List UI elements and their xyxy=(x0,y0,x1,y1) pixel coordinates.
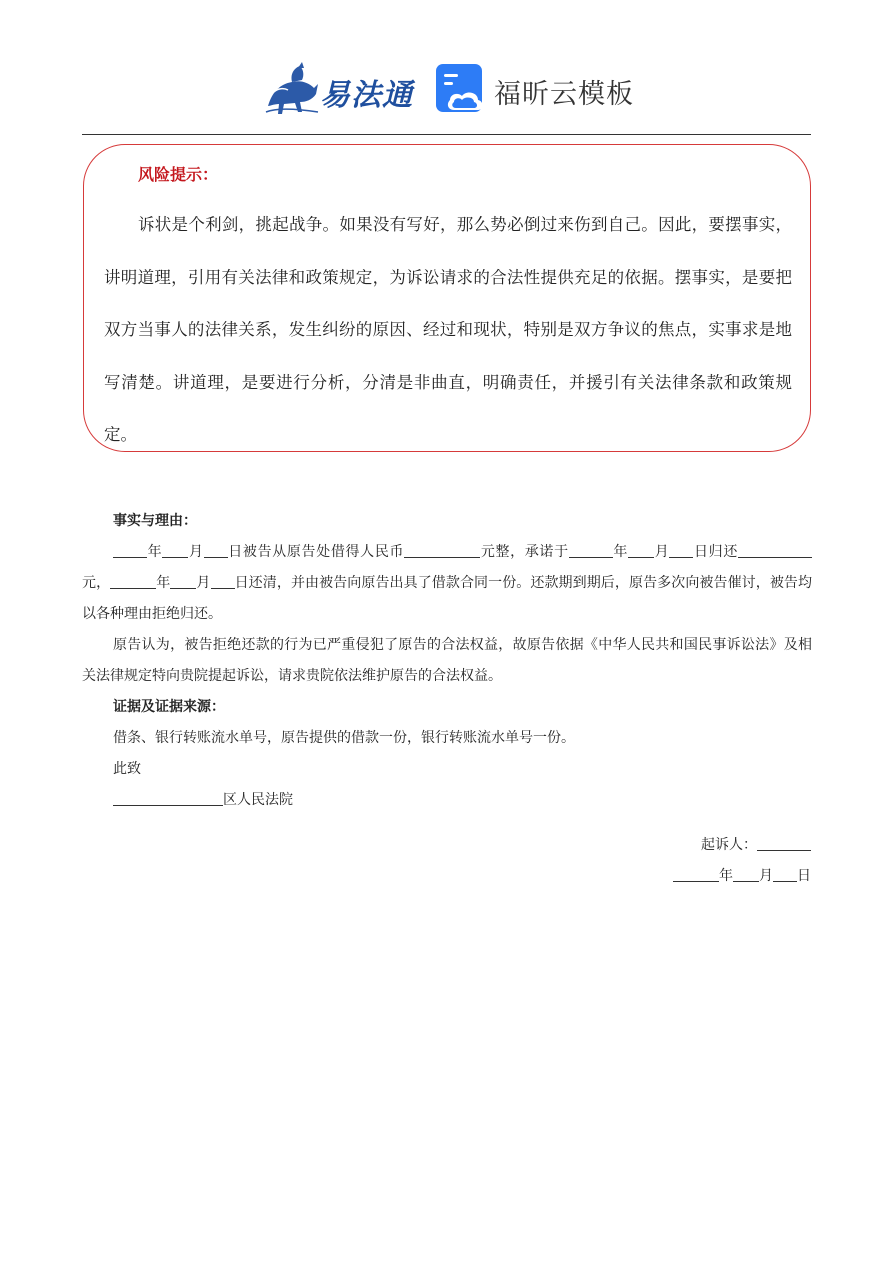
risk-notice-text: 诉状是个利剑，挑起战争。如果没有写好，那么势必倒过来伤到自己。因此，要摆事实，讲明道理，引用有关法律和政策规定，为诉讼请求的合法性提供充足的依据。摆事实，是要把双方当事人的法律关系，发生纠纷的原因、经过和现状，特别是双方争议的焦点，实事求是地写清楚。讲道理，是要进行分析，分清是非曲直，明确责任，并援引有关法律条款和政策规定。 xyxy=(104,215,792,444)
evidence-heading: 证据及证据来源： xyxy=(113,699,225,715)
blank-repay-amount-a[interactable] xyxy=(738,541,764,558)
evidence-text: 借条、银行转账流水单号，原告提供的借款一份，银行转账流水单号一份。 xyxy=(113,730,575,746)
blank-repay-year[interactable] xyxy=(569,541,613,558)
blank-clear-day[interactable] xyxy=(211,572,235,589)
blank-day[interactable] xyxy=(204,541,228,558)
court-line xyxy=(82,785,812,816)
blank-year[interactable] xyxy=(113,541,147,558)
blank-month[interactable] xyxy=(162,541,188,558)
blank-clear-month[interactable] xyxy=(170,572,196,589)
facts-section xyxy=(82,506,812,816)
risk-notice-box xyxy=(83,144,811,452)
blank-sign-day[interactable] xyxy=(773,865,797,882)
closing-text: 此致 xyxy=(113,761,141,777)
blank-court[interactable] xyxy=(113,789,223,806)
plaintiff-line xyxy=(701,830,811,861)
facts-heading: 事实与理由： xyxy=(113,513,197,529)
text-borrowed: 日被告从原告处借得人民币 xyxy=(227,544,405,560)
blank-repay-amount-b[interactable] xyxy=(764,541,812,558)
sign-day-label: 日 xyxy=(797,868,811,884)
facts-paragraph-2: 原告认为，被告拒绝还款的行为已严重侵犯了原告的合法权益，故原告依据《中华人民共和国民事诉讼法》及相关法律规定特向贵院提起诉讼，请求贵院依法维护原告的合法权益。 xyxy=(82,637,812,684)
blank-amount[interactable] xyxy=(404,541,480,558)
text-repay-month: 月 xyxy=(654,544,670,560)
page-header xyxy=(0,58,893,122)
text-clear-month: 月 xyxy=(196,575,211,591)
plaintiff-label: 起诉人： xyxy=(701,837,757,853)
sign-month-label: 月 xyxy=(759,868,773,884)
text-month: 月 xyxy=(188,544,204,560)
risk-notice-title: 风险提示： xyxy=(138,165,219,184)
text-yuan: 元， xyxy=(82,575,111,591)
text-year: 年 xyxy=(147,544,163,560)
blank-clear-year[interactable] xyxy=(110,572,156,589)
date-line xyxy=(673,861,811,892)
text-repay: 日归还 xyxy=(693,544,738,560)
brand-yifatong: 易法通 xyxy=(320,78,413,113)
header-divider xyxy=(82,134,811,135)
cloud-template-logo-icon xyxy=(436,64,486,116)
blank-plaintiff[interactable] xyxy=(757,834,811,851)
court-suffix: 区人民法院 xyxy=(223,792,293,808)
text-repay-year: 年 xyxy=(612,544,629,560)
blank-repay-day[interactable] xyxy=(669,541,693,558)
blank-sign-year[interactable] xyxy=(673,865,719,882)
text-contract: 日还清，并由被告向原告出具了借款合同一份。还款期到期后，原告多次向被告催讨，被告均以各种理由拒绝归还。 xyxy=(82,575,813,622)
blank-sign-month[interactable] xyxy=(733,865,759,882)
qilin-logo-icon xyxy=(262,62,322,118)
text-promise: 元整，承诺于 xyxy=(480,544,569,560)
sign-year-label: 年 xyxy=(719,868,733,884)
brand-fuxin-template: 福昕云模板 xyxy=(494,79,634,110)
facts-paragraph-1 xyxy=(82,537,812,630)
text-clear-year: 年 xyxy=(156,575,171,591)
blank-repay-month[interactable] xyxy=(628,541,654,558)
